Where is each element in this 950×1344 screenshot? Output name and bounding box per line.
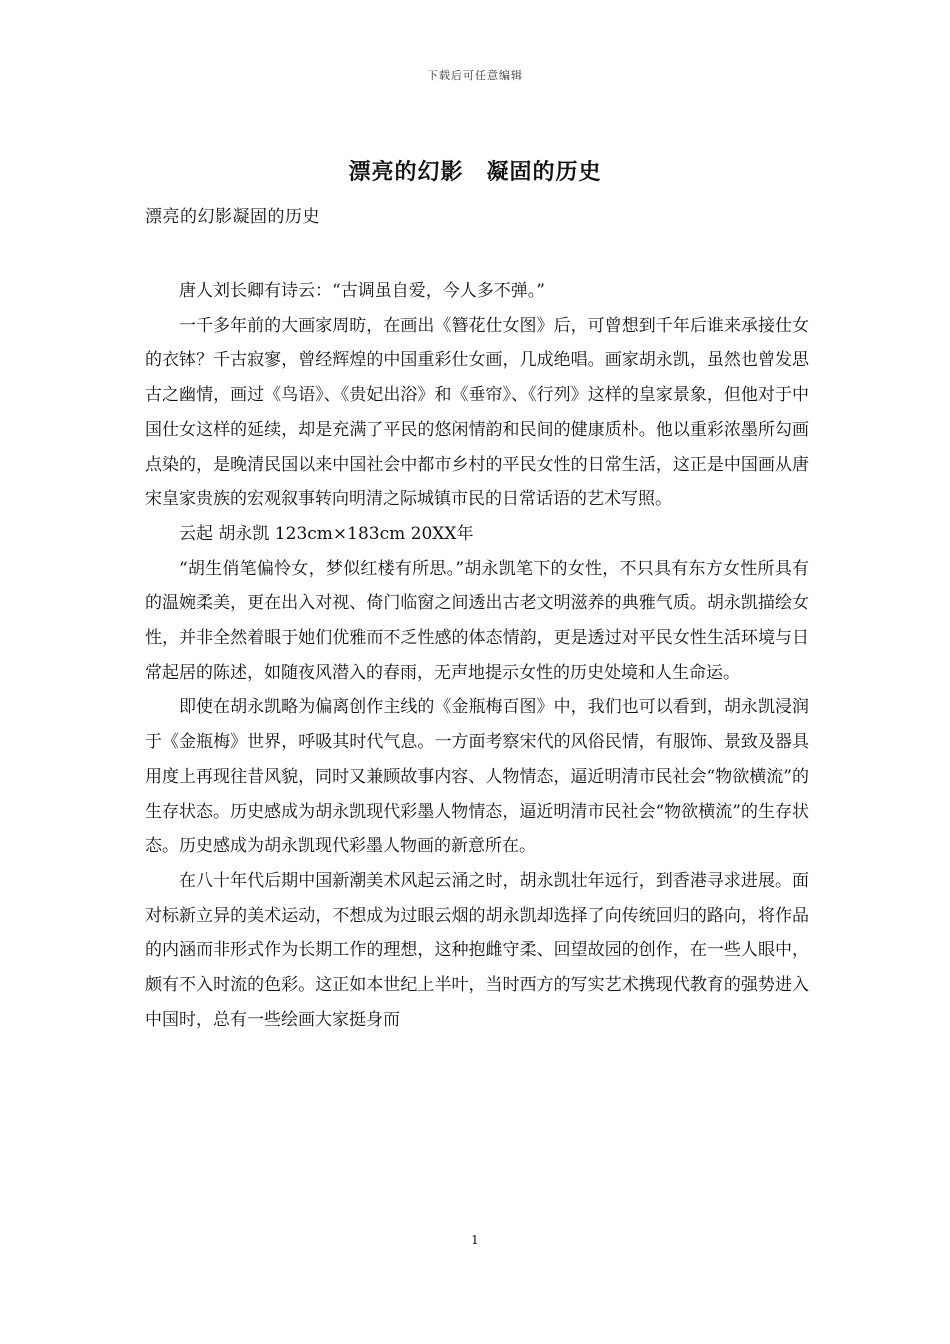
paragraph: 云起 胡永凯 123cm×183cm 20XX年 — [179, 523, 474, 544]
paragraph: 唐人刘长卿有诗云：“古调虽自爱，今人多不弹。” — [179, 281, 545, 301]
page-number: 1 — [471, 1233, 479, 1247]
paragraph: 一千多年前的大画家周昉，在画出《簪花仕女图》后，可曾想到千年后谁来承接仕女的衣钵？千古寂寥，曾经辉煌的中国重彩仕女画，几成绝唱。画家胡永凯，虽然也曾发思古之幽情，画过《鸟语》、《贵妃出浴》和《垂帘》、《行列》这样的皇家景象，但他对于中国仕女这样的延续，却是充满了平民的悠闲情韵和民间的健康质朴。他以重彩浓墨所勾画点染的，是晚清民国以来中国社会中都市乡村的平民女性的日常生活，这正是中国画从唐宋皇家贵族的宏观叙事转向明清之际城镇市民的日常话语的艺术写照。 — [145, 315, 809, 510]
paragraph: 即使在胡永凯略为偏离创作主线的《金瓶梅百图》中，我们也可以看到，胡永凯浸润于《金瓶梅》世界，呼吸其时代气息。一方面考察宋代的风俗民情，有服饰、景致及器具用度上再现往昔风貌，同时又兼顾故事内容、人物情态，逼近明清市民社会“物欲横流”的生存状态。历史感成为胡永凯现代彩墨人物情态，逼近明清市民社会“物欲横流”的生存状态。历史感成为胡永凯现代彩墨人物画的新意所在。 — [145, 697, 809, 857]
paragraph: 在八十年代后期中国新潮美术风起云涌之时，胡永凯壮年远行，到香港寻求进展。面对标新立异的美术运动，不想成为过眼云烟的胡永凯却选择了向传统回归的路向，将作品的内涵而非形式作为长期工作的理想，这种抱雌守柔、回望故园的创作，在一些人眼中，颇有不入时流的色彩。这正如本世纪上半叶，当时西方的写实艺术携现代教育的强势进入中国时，总有一些绘画大家挺身而 — [145, 870, 809, 1030]
header-note: 下载后可任意编辑 — [427, 69, 523, 82]
paragraph: “胡生俏笔偏怜女，梦似红楼有所思。”胡永凯笔下的女性，不只具有东方女性所具有的温婉柔美，更在出入对视、倚门临窗之间透出古老文明滋养的典雅气质。胡永凯描绘女性，并非全然着眼于她们优雅而不乏性感的体态情韵，更是透过对平民女性生活环境与日常起居的陈述，如随夜风潜入的春雨，无声地提示女性的历史处境和人生命运。 — [145, 558, 809, 683]
article-body — [145, 274, 809, 1037]
page-subtitle: 漂亮的幻影凝固的历史 — [145, 207, 320, 227]
page-title: 漂亮的幻影 凝固的历史 — [348, 159, 602, 185]
